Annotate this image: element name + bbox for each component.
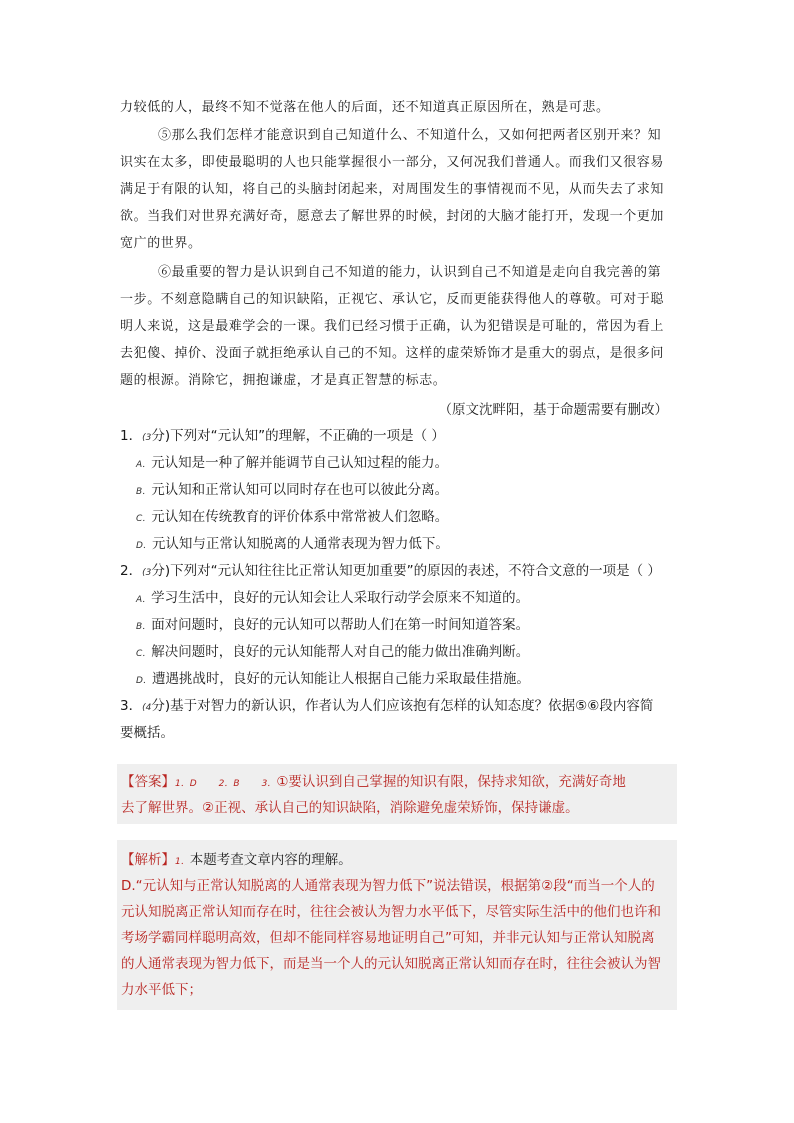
passage-line: 去犯傻、掉价、没面子就拒绝承认自己的不知。这样的虚荣矫饰才是重大的弱点，是很多问 [120,346,665,361]
answer-box [117,764,677,824]
answer-text: ①要认识到自己掌握的知识有限，保持求知欲，充满好奇地 [276,774,626,790]
question-1 [120,424,445,444]
question-1-option-b: B．元认知和正常认知可以同时存在也可以彼此分离。 [136,482,449,498]
passage-line: 一步。不刻意隐瞒自己的知识缺陷，正视它、承认它，反而更能获得他人的尊敬。可对于聪 [120,292,665,307]
analysis-line: D.“元认知与正常认知脱离的人通常表现为智力低下”说法错误，根据第②段“而当一个人的 [121,878,655,894]
question-stem: 分)基于对智力的新认识，作者认为人们应该抱有怎样的认知态度？依据⑤⑥段内容简 [151,698,654,714]
analysis-line: 力水平低下； [121,982,202,998]
answer-part: 1．D [175,779,197,789]
question-2-option-c: C．解决问题时，良好的元认知能帮人对自己的能力做出准确判断。 [136,644,530,660]
analysis-box [117,840,677,1010]
question-stem: 分)下列对“元认知”的理解，不正确的一项是（ ） [151,428,445,444]
question-score: (3 [142,568,152,578]
question-score: (4 [142,703,152,713]
question-score: (3 [142,433,152,443]
passage-line: ⑤那么我们怎样才能意识到自己知道什么、不知道什么，又如何把两者区别开来？知 [158,128,662,143]
question-1-option-d: D．元认知与正常认知脱离的人通常表现为智力低下。 [136,536,449,552]
passage-line: 宽广的世界。 [120,236,202,251]
question-3-stem-continued: 要概括。 [120,725,174,741]
analysis-line: 的人通常表现为智力低下，而是当一个人的元认知脱离正常认知而存在时，往往会被认为智 [121,956,661,972]
question-2 [120,559,661,579]
analysis-label: 【解析】 [121,852,175,868]
question-number: 2． [120,563,143,579]
passage-source: （原文沈畔阳，基于命题需要有删改） [438,402,668,418]
passage-line: 满足于有限的认知，将自己的头脑封闭起来，对周围发生的事情视而不见，从而失去了求知 [120,182,665,197]
analysis-head-text: 本题考查文章内容的理解。 [189,852,352,868]
question-1-option-a: A．元认知是一种了解并能调节自己认知过程的能力。 [136,455,449,471]
passage-line: 力较低的人，最终不知不觉落在他人的后面，还不知道真正原因所在，熟是可悲。 [120,100,610,115]
question-2-option-d: D．遭遇挑战时，良好的元认知能让人根据自己能力采取最佳措施。 [136,671,530,687]
answer-label: 【答案】 [121,774,175,790]
passage-line: 欲。当我们对世界充满好奇，愿意去了解世界的时候，封闭的大脑才能打开，发现一个更加 [120,209,665,224]
question-1-option-c: C．元认知在传统教育的评价体系中常常被人们忽略。 [136,509,449,525]
analysis-head: 1． [175,857,190,867]
analysis-line: 考场学霸同样聪明高效，但却不能同样容易地证明自己”可知，并非元认知与正常认知脱离 [121,930,655,946]
question-number: 3． [120,698,143,714]
answer-part: 2．B [218,779,240,789]
passage-line: 识实在太多，即使最聪明的人也只能掌握很小一部分，又何况我们普通人。而我们又很容易 [120,155,665,170]
question-2-option-b: B．面对问题时，良好的元认知可以帮助人们在第一时间知道答案。 [136,617,530,633]
passage-line: 明人来说，这是最难学会的一课。我们已经习惯于正确，认为犯错误是可耻的，常因为看上 [120,319,665,334]
question-number: 1． [120,428,143,444]
question-3 [120,694,653,714]
answer-text: 去了解世界。②正视、承认自己的知识缺陷，消除避免虚荣矫饰，保持谦虚。 [121,800,579,816]
question-stem: 分)下列对“元认知往往比正常认知更加重要”的原因的表述，不符合文意的一项是（ ） [151,563,661,579]
passage-line: ⑥最重要的智力是认识到自己不知道的能力，认识到自己不知道是走向自我完善的第 [158,265,662,280]
analysis-line: 元认知脱离正常认知而存在时，往往会被认为智力水平低下，尽管实际生活中的他们也许和 [121,904,661,920]
answer-part: 3． [261,779,277,789]
passage-line: 题的根源。消除它，拥抱谦虚，才是真正智慧的标志。 [120,373,447,388]
question-2-option-a: A．学习生活中，良好的元认知会让人采取行动学会原来不知道的。 [136,590,530,606]
